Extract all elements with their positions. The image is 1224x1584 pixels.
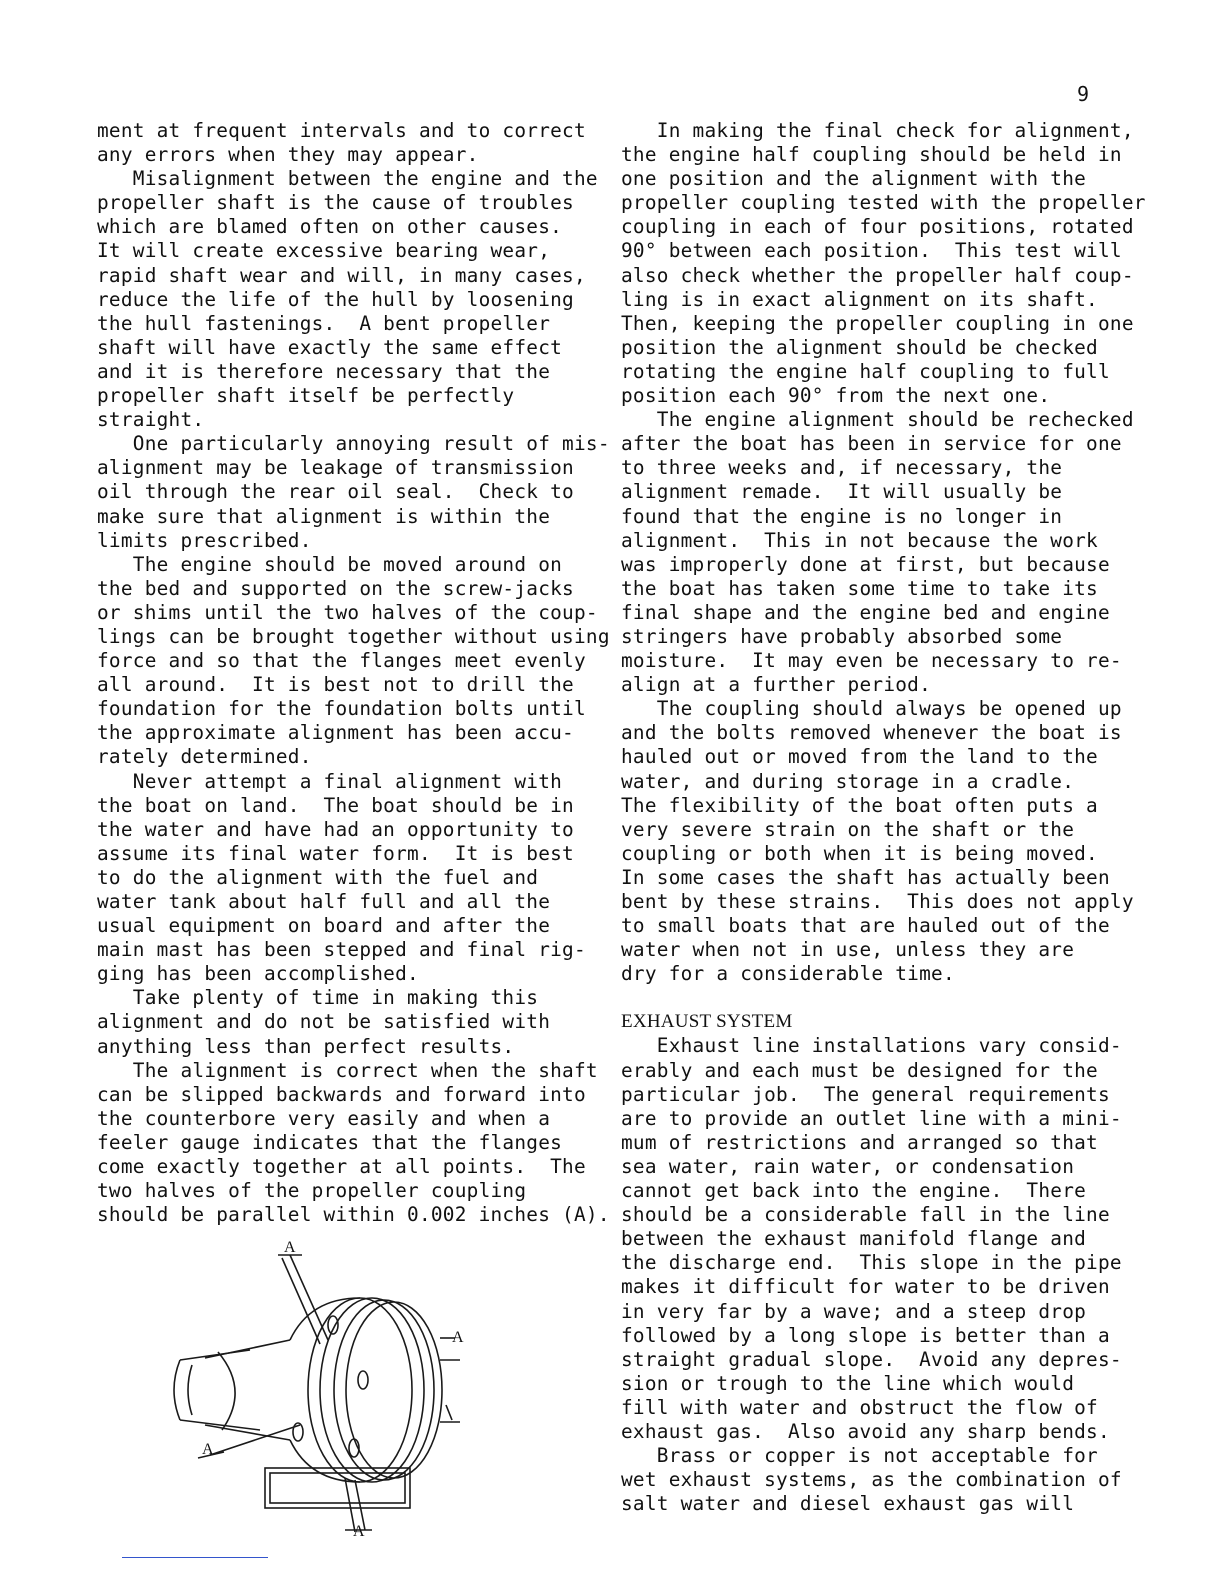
text-line: force and so that the flanges meet evenly: [97, 649, 586, 673]
measure-line-top-2: [282, 1258, 320, 1344]
text-line: Exhaust line installations vary consid-: [621, 1034, 1122, 1058]
text-line: In some cases the shaft has actually been: [621, 865, 1110, 889]
flange-disc-1: [308, 1298, 412, 1482]
text-line: mum of restrictions and arranged so that: [621, 1130, 1098, 1154]
text-line: can be slipped backwards and forward into: [97, 1082, 586, 1106]
text-line: propeller shaft itself be perfectly: [97, 384, 515, 408]
text-line: alignment remade. It will usually be: [621, 480, 1063, 504]
base-block-inner: [270, 1473, 405, 1503]
coupling-alignment-figure: [150, 1240, 480, 1540]
text-line: sion or trough to the line which would: [621, 1371, 1075, 1395]
right-paragraph: [621, 408, 1161, 697]
text-line: The engine alignment should be rechecked: [621, 408, 1134, 432]
text-line: exhaust gas. Also avoid any sharp bends.: [621, 1419, 1110, 1443]
text-line: all around. It is best not to drill the: [97, 673, 574, 697]
text-line: lings can be brought together without using: [97, 624, 610, 648]
text-line: to do the alignment with the fuel and: [97, 865, 539, 889]
bolt-hole-1: [328, 1316, 338, 1334]
text-line: should be a considerable fall in the line: [621, 1203, 1110, 1227]
hub-curve: [218, 1352, 235, 1430]
text-line: alignment may be leakage of transmission: [97, 456, 574, 480]
section-heading-exhaust-system: EXHAUST SYSTEM: [621, 1011, 793, 1033]
text-line: In making the final check for alignment,: [621, 119, 1134, 142]
text-line: 90° between each position. This test will: [621, 239, 1122, 263]
text-line: ling is in exact alignment on its shaft.: [621, 287, 1098, 311]
exhaust-paragraph: [621, 1034, 1161, 1444]
text-line: oil through the rear oil seal. Check to: [97, 480, 574, 504]
flange-disc-4: [346, 1302, 442, 1478]
text-line: propeller coupling tested with the propeller: [621, 191, 1146, 215]
text-line: Then, keeping the propeller coupling in one: [621, 311, 1134, 335]
text-line: coupling or both when it is being moved.: [621, 841, 1098, 865]
text-line: anything less than perfect results.: [97, 1034, 515, 1058]
shaft-end-inner: [188, 1365, 192, 1415]
text-line: alignment. This in not because the work: [621, 528, 1098, 552]
text-line: water, and during storage in a cradle.: [621, 769, 1075, 793]
base-block: [265, 1468, 410, 1508]
text-line: cannot get back into the engine. There: [621, 1179, 1087, 1203]
text-line: between the exhaust manifold flange and: [621, 1227, 1087, 1251]
text-line: One particularly annoying result of mis-: [97, 432, 610, 456]
text-line: final shape and the engine bed and engine: [621, 600, 1110, 624]
text-line: bent by these strains. This does not apply: [621, 890, 1134, 913]
left-paragraph: [97, 119, 617, 167]
text-line: also check whether the propeller half coup-: [621, 263, 1134, 287]
text-line: salt water and diesel exhaust gas will: [621, 1492, 1075, 1516]
text-line: The coupling should always be opened up: [621, 697, 1122, 721]
text-line: come exactly together at all points. The: [97, 1155, 586, 1179]
right-column-paragraphs-top: [621, 119, 1161, 986]
exhaust-paragraph: [621, 1444, 1161, 1516]
text-line: or shims until the two halves of the coup-: [97, 600, 598, 624]
text-line: after the boat has been in service for one: [621, 432, 1122, 456]
coupling-diagram: [150, 1240, 480, 1540]
text-line: very severe strain on the shaft or the: [621, 817, 1075, 841]
text-line: found that the engine is no longer in: [621, 504, 1063, 528]
text-line: the counterbore very easily and when a: [97, 1106, 551, 1130]
text-line: assume its final water form. It is best: [97, 841, 574, 865]
left-paragraph: [97, 167, 617, 432]
text-line: are to provide an outlet line with a mini-: [621, 1106, 1122, 1130]
bolt-hole-2: [358, 1371, 368, 1389]
text-line: and it is therefore necessary that the: [97, 359, 551, 383]
text-line: was improperly done at first, but because: [621, 552, 1110, 576]
text-line: one position and the alignment with the: [621, 167, 1087, 191]
text-line: the boat has taken some time to take its: [621, 576, 1098, 600]
right-column: [621, 119, 1161, 1516]
text-line: align at a further period.: [621, 673, 932, 697]
left-column: [97, 119, 617, 1227]
text-line: water tank about half full and all the: [97, 890, 551, 913]
text-line: Misalignment between the engine and the: [97, 167, 598, 191]
text-line: in very far by a wave; and a steep drop: [621, 1299, 1087, 1323]
text-line: to three weeks and, if necessary, the: [621, 456, 1063, 480]
text-line: limits prescribed.: [97, 528, 312, 552]
shaft-bottom-edge: [180, 1420, 260, 1430]
text-line: the discharge end. This slope in the pipe: [621, 1251, 1122, 1275]
text-line: sea water, rain water, or condensation: [621, 1154, 1075, 1178]
text-line: stringers have probably absorbed some: [621, 624, 1063, 648]
text-line: rately determined.: [97, 745, 312, 769]
left-paragraph: [97, 986, 617, 1058]
text-line: the water and have had an opportunity to: [97, 817, 574, 841]
text-line: followed by a long slope is better than a: [621, 1323, 1110, 1347]
text-line: water when not in use, unless they are: [621, 938, 1075, 962]
text-line: It will create excessive bearing wear,: [97, 239, 551, 263]
text-line: moisture. It may even be necessary to re-: [621, 649, 1122, 673]
text-line: foundation for the foundation bolts until: [97, 697, 586, 721]
text-line: The alignment is correct when the shaft: [97, 1058, 598, 1082]
text-line: the hull fastenings. A bent propeller: [97, 311, 551, 335]
shaft-end-left: [174, 1360, 180, 1420]
text-line: alignment and do not be satisfied with: [97, 1010, 551, 1034]
text-line: straight.: [97, 408, 205, 432]
right-paragraph: [621, 119, 1161, 408]
text-line: which are blamed often on other causes.: [97, 215, 563, 239]
text-line: the bed and supported on the screw-jacks: [97, 576, 574, 600]
text-line: position the alignment should be checked: [621, 335, 1098, 359]
label-a-right: A: [452, 1329, 464, 1346]
footnote-rule: [122, 1557, 268, 1558]
text-line: and the bolts removed whenever the boat is: [621, 721, 1122, 745]
text-line: straight gradual slope. Avoid any depres-: [621, 1347, 1122, 1371]
left-paragraph: [97, 770, 617, 987]
text-line: The flexibility of the boat often puts a: [621, 793, 1098, 817]
text-line: the approximate alignment has been accu-: [97, 721, 574, 745]
text-line: two halves of the propeller coupling: [97, 1179, 527, 1203]
text-line: position each 90° from the next one.: [621, 384, 1051, 408]
page-number: 9: [1077, 82, 1090, 106]
right-column-paragraphs-bottom: [621, 1034, 1161, 1516]
left-paragraph: [97, 553, 617, 770]
text-line: particular job. The general requirements: [621, 1082, 1110, 1106]
text-line: Brass or copper is not acceptable for: [621, 1444, 1098, 1468]
label-a-bottom: A: [353, 1523, 365, 1540]
text-line: makes it difficult for water to be driven: [621, 1275, 1110, 1299]
flange-disc-2: [320, 1298, 424, 1482]
text-line: rapid shaft wear and will, in many cases,: [97, 263, 586, 287]
text-line: ging has been accomplished.: [97, 962, 419, 986]
text-line: hauled out or moved from the land to the: [621, 745, 1098, 769]
text-line: fill with water and obstruct the flow of: [621, 1395, 1098, 1419]
text-line: to small boats that are hauled out of the: [621, 914, 1110, 938]
text-line: shaft will have exactly the same effect: [97, 335, 563, 359]
text-line: coupling in each of four positions, rotated: [621, 215, 1134, 239]
text-line: dry for a considerable time.: [621, 962, 955, 986]
text-line: should be parallel within 0.002 inches (A).: [97, 1203, 610, 1227]
label-a-top: A: [284, 1240, 296, 1256]
right-paragraph: [621, 697, 1161, 986]
text-line: Take plenty of time in making this: [97, 986, 539, 1010]
hub-top: [205, 1340, 290, 1358]
text-line: wet exhaust systems, as the combination of: [621, 1468, 1122, 1492]
left-paragraph: [97, 432, 617, 552]
text-line: ment at frequent intervals and to correct: [97, 119, 586, 142]
text-line: feeler gauge indicates that the flanges: [97, 1130, 563, 1154]
text-line: any errors when they may appear.: [97, 143, 479, 167]
text-line: the engine half coupling should be held in: [621, 143, 1122, 167]
text-line: The engine should be moved around on: [97, 552, 563, 576]
shaft-right-mark: [446, 1405, 452, 1420]
measure-line-top-1: [290, 1255, 328, 1340]
text-line: rotating the engine half coupling to full: [621, 359, 1110, 383]
text-line: the boat on land. The boat should be in: [97, 793, 574, 817]
text-line: usual equipment on board and after the: [97, 914, 551, 938]
text-line: propeller shaft is the cause of troubles: [97, 191, 574, 215]
text-line: make sure that alignment is within the: [97, 504, 551, 528]
text-line: reduce the life of the hull by loosening: [97, 287, 574, 311]
label-a-left: A: [202, 1441, 214, 1458]
text-line: main mast has been stepped and final rig-: [97, 938, 586, 962]
left-paragraph: [97, 1059, 617, 1228]
text-line: Never attempt a final alignment with: [97, 769, 563, 793]
text-line: erably and each must be designed for the: [621, 1058, 1098, 1082]
